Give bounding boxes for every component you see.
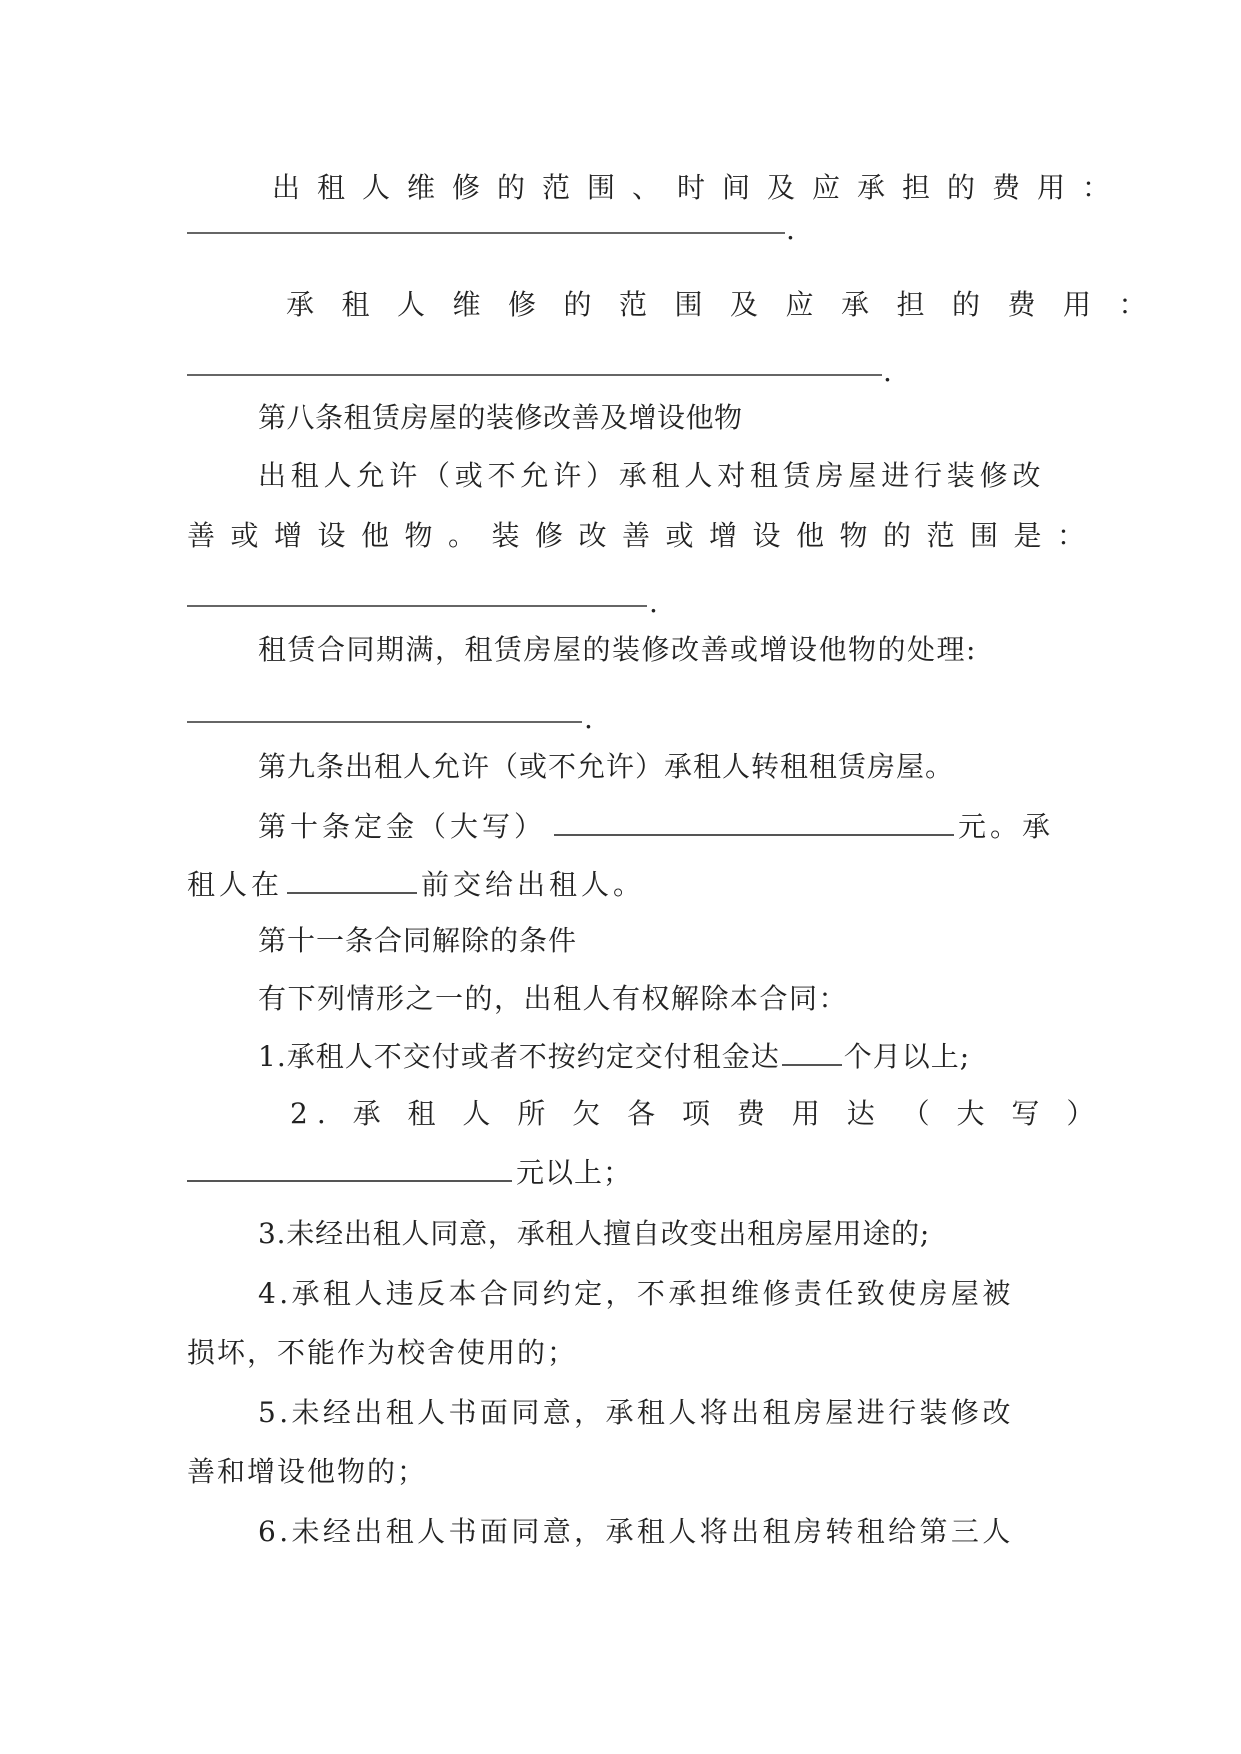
blank-underline [187,374,882,376]
deposit-date-blank [287,868,417,894]
months-blank [782,1040,842,1066]
blank-underline [187,232,785,234]
lessee-repair-scope: 承租人维修的范围及应承担的费用： [286,288,1175,321]
article-9: 第九条出租人允许（或不允许）承租人转租租赁房屋。 [258,750,955,783]
deposit-unit: 元。承 [958,810,1055,843]
article-10-line-1 [258,807,1054,847]
condition-item-2-line-1: 2. 承 租 人 所 欠 各 项 费 用 达 （ 大 写 ） [290,1097,1104,1130]
condition-item-4-line-2: 损坏，不能作为校舍使用的； [187,1336,578,1369]
article-8-paragraph-line-1: 出租人允许（或不允许）承租人对租赁房屋进行装修改 [258,459,1046,492]
period: . [786,213,795,246]
deposit-label: 第十条定金（大写） [258,810,547,843]
lessor-repair-scope: 出租人维修的范围、时间及应承担的费用： [272,171,1128,204]
article-11-intro: 有下列情形之一的，出租人有权解除本合同： [258,982,849,1015]
article-8-title: 第八条租赁房屋的装修改善及增设他物 [258,401,743,434]
deposit-date-prefix: 租人在 [187,868,284,901]
period: . [883,355,892,388]
deposit-date-suffix: 前交给出租人。 [421,868,646,901]
blank-underline [187,721,582,723]
condition-item-5-line-1: 5.未经出租人书面同意，承租人将出租房屋进行装修改 [258,1396,1014,1429]
condition-item-3: 3.未经出租人同意，承租人擅自改变出租房屋用途的; [258,1217,931,1250]
article-8-expiry-handling: 租赁合同期满，租赁房屋的装修改善或增设他物的处理: [258,633,977,666]
period: . [649,586,658,619]
deposit-amount-blank [554,810,954,836]
condition-item-1 [258,1037,970,1077]
article-11-title: 第十一条合同解除的条件 [258,924,578,957]
condition-item-6-line-1: 6.未经出租人书面同意，承租人将出租房转租给第三人 [258,1515,1014,1548]
article-8-paragraph-line-2: 善或增设他物。装修改善或增设他物的范围是： [187,519,1101,552]
condition-item-2-line-2 [187,1153,632,1193]
fee-amount-blank [187,1156,512,1182]
condition-1-suffix: 个月以上; [843,1040,971,1073]
condition-item-4-line-1: 4.承租人违反本合同约定，不承担维修责任致使房屋被 [258,1277,1014,1310]
period: . [584,702,593,735]
condition-item-5-line-2: 善和增设他物的； [187,1455,428,1488]
article-10-line-2 [187,865,645,905]
blank-underline [187,605,647,607]
condition-1-text: 1.承租人不交付或者不按约定交付租金达 [258,1040,780,1073]
condition-2-suffix: 元以上； [516,1156,633,1189]
